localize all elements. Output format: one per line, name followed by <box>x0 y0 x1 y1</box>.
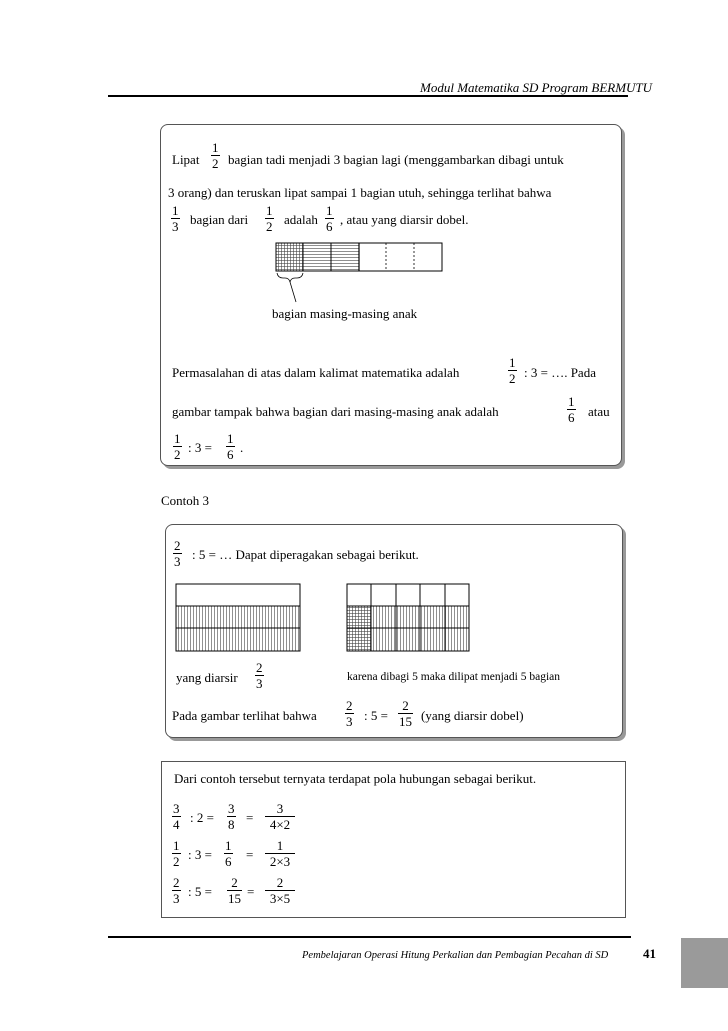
fraction: $\frac{2}{3\times 5}$ <box>265 875 295 906</box>
page-number: 41 <box>643 946 656 961</box>
operator: : 3 = <box>188 847 212 862</box>
fraction-half: $\frac{1}{2}$ <box>212 140 219 171</box>
fraction-third: $\frac{1}{3}$ <box>172 203 179 234</box>
fraction: $\frac{3}{8}$ <box>228 801 235 832</box>
fraction-sixth: $\frac{1}{6}$ <box>568 394 575 425</box>
label-folded: karena dibagi 5 maka dilipat menjadi 5 bagian <box>347 671 560 683</box>
equals: = <box>247 884 255 899</box>
footer-rule <box>108 936 631 938</box>
box1-line2: 3 orang) dan teruskan lipat sampai 1 bagian utuh, sehingga terlihat bahwa <box>168 185 552 200</box>
fraction-two-thirds: $\frac{2}{3}$ <box>346 698 353 729</box>
operator: : 5 = <box>188 884 212 899</box>
pattern-title: Dari contoh tersebut ternyata terdapat pola hubungan sebagai berikut. <box>174 771 537 786</box>
fraction-two-fifteenths: $\frac{2}{15}$ <box>399 698 412 729</box>
fraction: $\frac{2}{3}$ <box>173 875 180 906</box>
figure-caption: bagian masing-masing anak <box>272 306 418 321</box>
box1-line3-c: , atau yang diarsir dobel. <box>340 212 469 227</box>
running-header: Modul Matematika SD Program BERMUTU <box>420 80 653 95</box>
fraction: $\frac{1}{6}$ <box>225 838 232 869</box>
fraction-half: $\frac{1}{2}$ <box>266 203 273 234</box>
box2-conclusion-mid: : 5 = <box>364 708 388 723</box>
box1-p2-line3-mid: : 3 = <box>188 440 212 455</box>
box1-line1-pre: Lipat <box>172 152 200 167</box>
page-tab <box>681 938 728 988</box>
box2-conclusion-post: (yang diarsir dobel) <box>421 708 524 723</box>
box1-p2-line1-post: : 3 = …. Pada <box>524 365 596 380</box>
fraction: $\frac{3}{4\times 2}$ <box>265 801 295 832</box>
fraction-two-thirds: $\frac{2}{3}$ <box>256 660 263 691</box>
fraction-sixth: $\frac{1}{6}$ <box>326 203 333 234</box>
box2-conclusion-pre: Pada gambar terlihat bahwa <box>172 708 317 723</box>
fraction: $\frac{2}{15}$ <box>228 875 241 906</box>
fraction: $\frac{1}{2}$ <box>173 838 180 869</box>
example-label: Contoh 3 <box>161 493 210 508</box>
box1-p2-line2: gambar tampak bahwa bagian dari masing-masing anak adalah <box>172 404 499 419</box>
fraction-half: $\frac{1}{2}$ <box>174 431 181 462</box>
fraction-half: $\frac{1}{2}$ <box>509 355 516 386</box>
label-shaded: yang diarsir <box>176 670 238 685</box>
box1-p2-line1: Permasalahan di atas dalam kalimat matematika adalah <box>172 365 460 380</box>
operator: : 2 = <box>190 810 214 825</box>
fold-diagram-1 <box>275 242 445 304</box>
equals: = <box>246 810 254 825</box>
box1-p2-line2-post: atau <box>588 404 610 419</box>
fraction-two-thirds: $\frac{2}{3}$ <box>174 538 181 569</box>
fraction-sixth: $\frac{1}{6}$ <box>227 431 234 462</box>
box2-intro: : 5 = … Dapat diperagakan sebagai berikut. <box>192 547 419 562</box>
equals: = <box>246 847 254 862</box>
running-footer: Pembelajaran Operasi Hitung Perkalian dan Pembagian Pecahan di SD <box>302 950 609 961</box>
fold-diagram-2-left <box>175 583 301 653</box>
fraction: $\frac{1}{2\times 3}$ <box>265 838 295 869</box>
box1-line1-post: bagian tadi menjadi 3 bagian lagi (menggambarkan dibagi untuk <box>228 152 564 167</box>
box1-p2-line3-post: . <box>240 440 244 455</box>
box1-line3-a: bagian dari <box>190 212 249 227</box>
fold-diagram-2-right <box>346 583 471 653</box>
fraction: $\frac{3}{4}$ <box>173 801 180 832</box>
box1-line3-b: adalah <box>284 212 318 227</box>
header-rule <box>108 95 628 97</box>
